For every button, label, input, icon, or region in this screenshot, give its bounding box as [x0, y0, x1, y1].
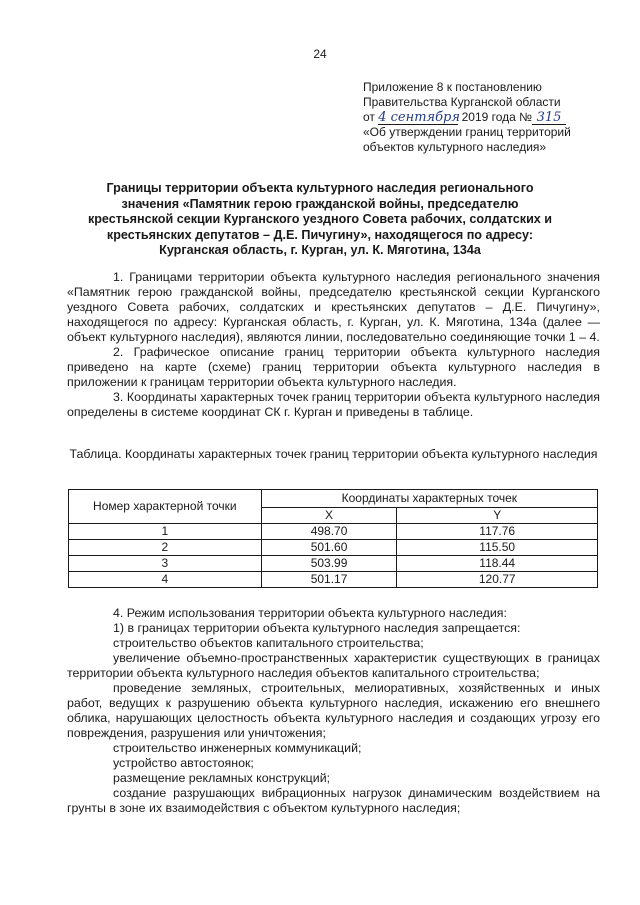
cell-point: 1	[69, 524, 262, 540]
cell-y: 118.44	[397, 556, 598, 572]
paragraph: 1) в границах территории объекта культурного наследия запрещается:	[113, 621, 521, 635]
date-prefix: от	[363, 110, 375, 124]
table-caption: Таблица. Координаты характерных точек границ территории объекта культурного наследия	[69, 447, 598, 461]
appendix-line-2: Правительства Курганской области	[363, 95, 561, 109]
paragraph: 3. Координаты характерных точек границ территории объекта культурного наследия определены в системе координат СК г. Курган и приведены в таблице.	[67, 390, 600, 419]
header-x: X	[261, 508, 397, 524]
appendix-header	[363, 80, 613, 155]
body-section-2	[67, 606, 600, 816]
paragraph: 4. Режим использования территории объекта культурного наследия:	[113, 606, 507, 620]
cell-x: 498.70	[261, 524, 397, 540]
header-y: Y	[397, 508, 598, 524]
cell-x: 503.99	[261, 556, 397, 572]
cell-x: 501.17	[261, 572, 397, 588]
cell-y: 120.77	[397, 572, 598, 588]
handwritten-date	[378, 111, 458, 125]
appendix-line-1: Приложение 8 к постановлению	[363, 80, 542, 94]
date-year: 2019 года №	[461, 110, 533, 124]
table-row	[69, 540, 598, 556]
paragraph: размещение рекламных конструкций;	[113, 771, 331, 785]
cell-point: 2	[69, 540, 262, 556]
handwritten-number	[532, 111, 566, 125]
handwritten-number-text: 315	[536, 110, 562, 125]
cell-x: 501.60	[261, 540, 397, 556]
appendix-date-line	[363, 110, 613, 125]
body-section-1	[67, 270, 600, 420]
paragraph: строительство инженерных коммуникаций;	[113, 741, 362, 755]
paragraph: проведение земляных, строительных, мелиоративных, хозяйственных и иных работ, ведущих к разрушению объекта культурного наследия, искажению его внешнего облика, нарушающих целостность объекта культурного наследия и создающих угрозу его повреждения, разрушения или уничтожения;	[67, 681, 600, 740]
paragraph: увеличение объемно-пространственных характеристик существующих в границах территории объекта культурного наследия объектов капитального строительства;	[67, 651, 600, 680]
table-row	[69, 556, 598, 572]
table-row	[69, 524, 598, 540]
table-row	[69, 572, 598, 588]
coordinates-table	[68, 489, 598, 588]
header-point-number: Номер характерной точки	[69, 490, 262, 524]
appendix-line-5: объектов культурного наследия»	[363, 140, 547, 154]
document-title: Границы территории объекта культурного наследия регионального значения «Памятник герою гражданской войны, председателю крестьянской секции Курганского уездного Совета рабочих, солдатских и крестьянских депутатов – Д.Е. Пичугину», находящегося по адресу: Курганская область, г. Курган, ул. К. Мяготина, 134а	[87, 181, 553, 257]
cell-point: 3	[69, 556, 262, 572]
handwritten-date-text: 4 сентября	[378, 110, 460, 125]
cell-y: 117.76	[397, 524, 598, 540]
paragraph: создание разрушающих вибрационных нагрузок динамическим воздействием на грунты в зоне их взаимодействия с объектом культурного наследия;	[67, 786, 600, 815]
cell-y: 115.50	[397, 540, 598, 556]
paragraph: 2. Графическое описание границ территории объекта культурного наследия приведено на карте (схеме) границ территории объекта культурного наследия в приложении к границам территории объекта культурного наследия.	[67, 345, 600, 389]
paragraph: 1. Границами территории объекта культурного наследия регионального значения «Памятник герою гражданской войны, председателю крестьянской секции Курганского уездного Совета рабочих, солдатских и крестьянских депутатов – Д.Е. Пичугину», находящегося по адресу: Курганская область, г. Курган, ул. К. Мяготина, 134а (далее — объект культурного наследия), являются линии, последовательно соединяющие точки 1 – 4.	[67, 270, 600, 344]
paragraph: устройство автостоянок;	[113, 756, 254, 770]
header-coordinates: Координаты характерных точек	[261, 490, 597, 508]
page-number: 24	[313, 47, 327, 61]
appendix-line-4: «Об утверждении границ территорий	[363, 125, 571, 139]
paragraph: строительство объектов капитального строительства;	[113, 636, 424, 650]
cell-point: 4	[69, 572, 262, 588]
